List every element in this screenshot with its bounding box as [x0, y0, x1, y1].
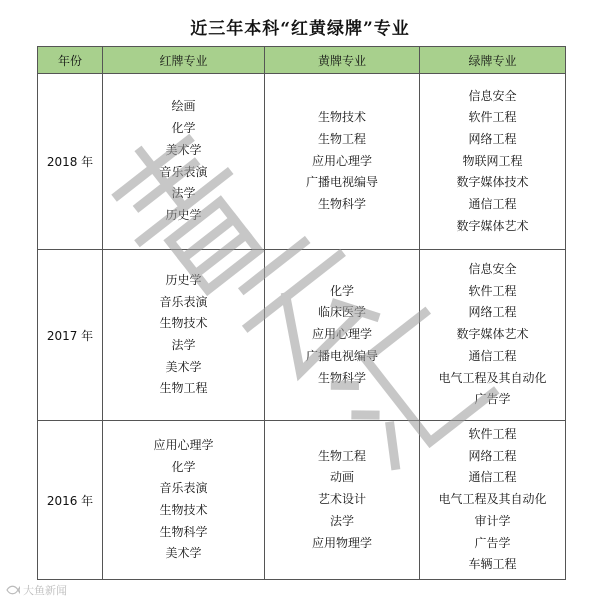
list-item: 历史学 — [165, 207, 202, 222]
fish-icon — [6, 584, 20, 596]
list-item: 电气工程及其自动化 — [438, 370, 547, 385]
list-item: 生物工程 — [317, 448, 366, 463]
list-item: 通信工程 — [468, 197, 517, 212]
green-majors-cell — [420, 421, 566, 580]
red-majors-cell — [103, 250, 265, 421]
header-red: 红牌专业 — [103, 47, 265, 74]
list-item: 应用心理学 — [153, 437, 214, 452]
list-item: 网络工程 — [468, 448, 517, 463]
list-item: 广告学 — [474, 535, 511, 550]
table-row-2017 — [38, 250, 566, 421]
list-item: 生物科学 — [317, 197, 366, 212]
list-item: 美术学 — [165, 359, 202, 374]
list-item: 物联网工程 — [462, 153, 523, 168]
list-item: 数字媒体艺术 — [456, 327, 529, 342]
list-item: 美术学 — [165, 142, 202, 157]
list-item: 法学 — [329, 513, 354, 528]
list-item: 音乐表演 — [159, 164, 208, 179]
list-item: 车辆工程 — [468, 557, 517, 572]
table-header-row — [38, 47, 566, 74]
list-item: 软件工程 — [468, 427, 517, 442]
list-item: 网络工程 — [468, 131, 517, 146]
list-item: 审计学 — [474, 513, 511, 528]
list-item: 信息安全 — [468, 262, 517, 277]
list-item: 生物技术 — [317, 110, 366, 125]
list-item: 化学 — [171, 459, 196, 474]
green-majors-cell — [420, 74, 566, 250]
red-majors-cell — [103, 421, 265, 580]
list-item: 信息安全 — [468, 88, 517, 103]
majors-table — [37, 46, 566, 580]
source-logo — [6, 582, 67, 598]
header-yellow: 黄牌专业 — [265, 47, 420, 74]
year-cell: 2018 年 — [38, 74, 103, 250]
year-cell: 2017 年 — [38, 250, 103, 421]
list-item: 化学 — [329, 283, 354, 298]
list-item: 广播电视编导 — [305, 348, 378, 363]
source-logo-text: 大鱼新闻 — [23, 584, 67, 597]
list-item: 广告学 — [474, 392, 511, 407]
list-item: 临床医学 — [317, 305, 366, 320]
list-item: 数字媒体艺术 — [456, 218, 529, 233]
list-item: 应用心理学 — [311, 327, 372, 342]
list-item: 动画 — [329, 470, 354, 485]
list-item: 音乐表演 — [159, 294, 208, 309]
list-item: 音乐表演 — [159, 481, 208, 496]
year-cell: 2016 年 — [38, 421, 103, 580]
table-row-2018 — [38, 74, 566, 250]
list-item: 网络工程 — [468, 305, 517, 320]
list-item: 历史学 — [165, 272, 202, 287]
yellow-majors-cell — [265, 74, 420, 250]
list-item: 应用心理学 — [311, 153, 372, 168]
list-item: 通信工程 — [468, 470, 517, 485]
list-item: 通信工程 — [468, 348, 517, 363]
list-item: 艺术设计 — [317, 492, 366, 507]
page-title: 近三年本科“红黄绿牌”专业 — [190, 19, 410, 39]
yellow-majors-cell — [265, 250, 420, 421]
red-majors-cell — [103, 74, 265, 250]
list-item: 美术学 — [165, 546, 202, 561]
list-item: 生物科学 — [159, 524, 208, 539]
list-item: 电气工程及其自动化 — [438, 492, 547, 507]
list-item: 应用物理学 — [311, 535, 372, 550]
list-item: 生物科学 — [317, 370, 366, 385]
list-item: 法学 — [171, 338, 196, 352]
green-majors-cell — [420, 250, 566, 421]
list-item: 广播电视编导 — [305, 175, 378, 190]
header-year: 年份 — [38, 47, 103, 74]
list-item: 软件工程 — [468, 110, 517, 125]
list-item: 生物工程 — [317, 131, 366, 146]
list-item: 生物技术 — [159, 316, 208, 331]
list-item: 绘画 — [171, 99, 196, 114]
list-item: 生物技术 — [159, 503, 208, 517]
table-row-2016 — [38, 421, 566, 580]
list-item: 法学 — [171, 186, 196, 201]
yellow-majors-cell — [265, 421, 420, 580]
list-item: 数字媒体技术 — [456, 175, 529, 190]
list-item: 生物工程 — [159, 381, 208, 396]
header-green: 绿牌专业 — [420, 47, 566, 74]
list-item: 软件工程 — [468, 283, 517, 298]
list-item: 化学 — [171, 121, 196, 136]
